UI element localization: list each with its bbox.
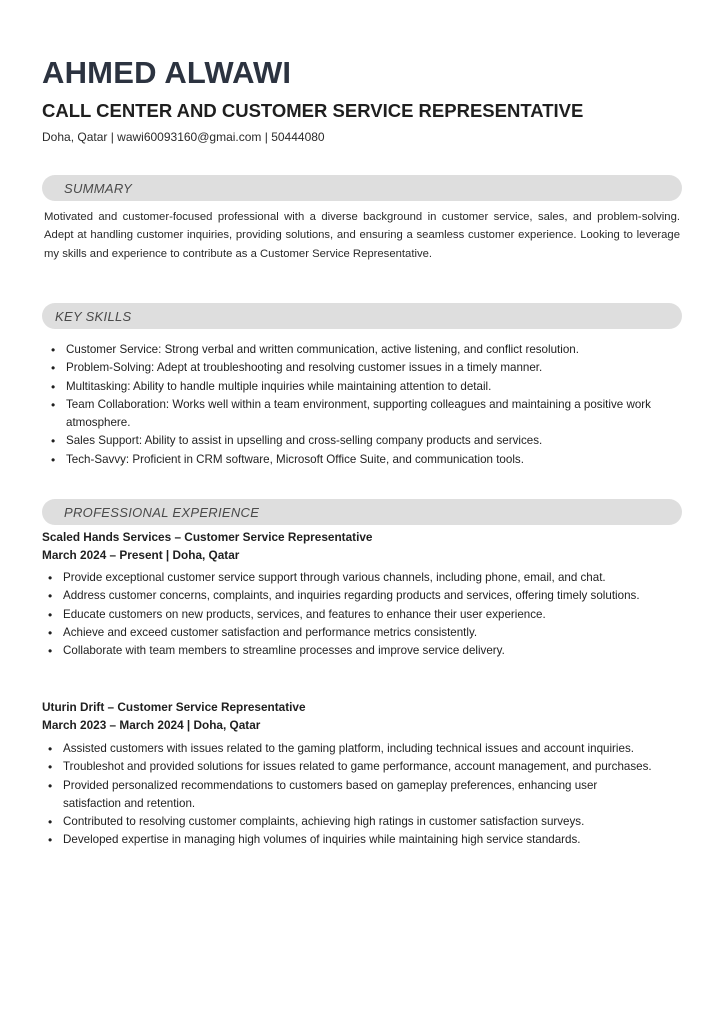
experience-section-header bbox=[42, 499, 682, 525]
list-item: • Customer Service: Strong verbal and written communication, active listening, and conflict resolution. bbox=[45, 341, 705, 359]
list-item: • Tech-Savvy: Proficient in CRM software, Microsoft Office Suite, and communication tools. bbox=[45, 451, 705, 469]
list-item: • Sales Support: Ability to assist in upselling and cross-selling company products and services. bbox=[45, 432, 705, 450]
job-title: CALL CENTER AND CUSTOMER SERVICE REPRESENTATIVE bbox=[42, 100, 584, 121]
summary-heading: SUMMARY bbox=[64, 181, 133, 196]
candidate-name: AHMED ALWAWI bbox=[42, 55, 292, 90]
list-item: • Provided personalized recommendations to customers based on gameplay preferences, enhancing user satisfaction and retention. bbox=[42, 777, 652, 814]
list-item: • Assisted customers with issues related to the gaming platform, including technical issues and account inquiries. bbox=[42, 740, 652, 758]
skills-section-header bbox=[42, 303, 682, 329]
job-1-dates-location: March 2024 – Present | Doha, Qatar bbox=[42, 548, 240, 562]
list-item: • Multitasking: Ability to handle multiple inquiries while maintaining attention to detail. bbox=[45, 378, 705, 396]
list-item: • Provide exceptional customer service support through various channels, including phone, email, and chat. bbox=[42, 569, 652, 587]
job-2-company-role: Uturin Drift – Customer Service Representative bbox=[42, 700, 306, 714]
list-item: • Team Collaboration: Works well within a team environment, supporting colleagues and maintaining a positive work atmosphere. bbox=[45, 396, 705, 433]
job-1-company-role: Scaled Hands Services – Customer Service Representative bbox=[42, 530, 373, 544]
list-item: • Educate customers on new products, services, and features to enhance their user experience. bbox=[42, 606, 652, 624]
summary-text: Motivated and customer-focused professional with a diverse background in customer service, sales, and problem-solving. Adept at handling customer inquiries, providing solutions, and ensuring a seamless customer experience. Looking to leverage my skills and experience to contribute as a Customer Service Representative. bbox=[44, 211, 680, 260]
experience-heading: PROFESSIONAL EXPERIENCE bbox=[64, 505, 260, 520]
list-item: • Contributed to resolving customer complaints, achieving high ratings in customer satisfaction surveys. bbox=[42, 813, 652, 831]
list-item: • Address customer concerns, complaints, and inquiries regarding products and services, offering timely solutions. bbox=[42, 587, 652, 605]
skills-list bbox=[45, 341, 705, 469]
list-item: • Collaborate with team members to streamline processes and improve service delivery. bbox=[42, 642, 652, 660]
job-1-bullets bbox=[42, 569, 652, 660]
contact-line: Doha, Qatar | wawi60093160@gmai.com | 50444080 bbox=[42, 130, 325, 144]
job-2-dates-location: March 2023 – March 2024 | Doha, Qatar bbox=[42, 718, 261, 732]
summary-section-header bbox=[42, 175, 682, 201]
skills-heading: KEY SKILLS bbox=[55, 309, 132, 324]
list-item: • Developed expertise in managing high volumes of inquiries while maintaining high service standards. bbox=[42, 831, 652, 849]
list-item: • Achieve and exceed customer satisfaction and performance metrics consistently. bbox=[42, 624, 652, 642]
list-item: • Troubleshot and provided solutions for issues related to game performance, account management, and purchases. bbox=[42, 758, 652, 776]
job-2-bullets bbox=[42, 740, 652, 850]
list-item: • Problem-Solving: Adept at troubleshooting and resolving customer issues in a timely manner. bbox=[45, 359, 705, 377]
